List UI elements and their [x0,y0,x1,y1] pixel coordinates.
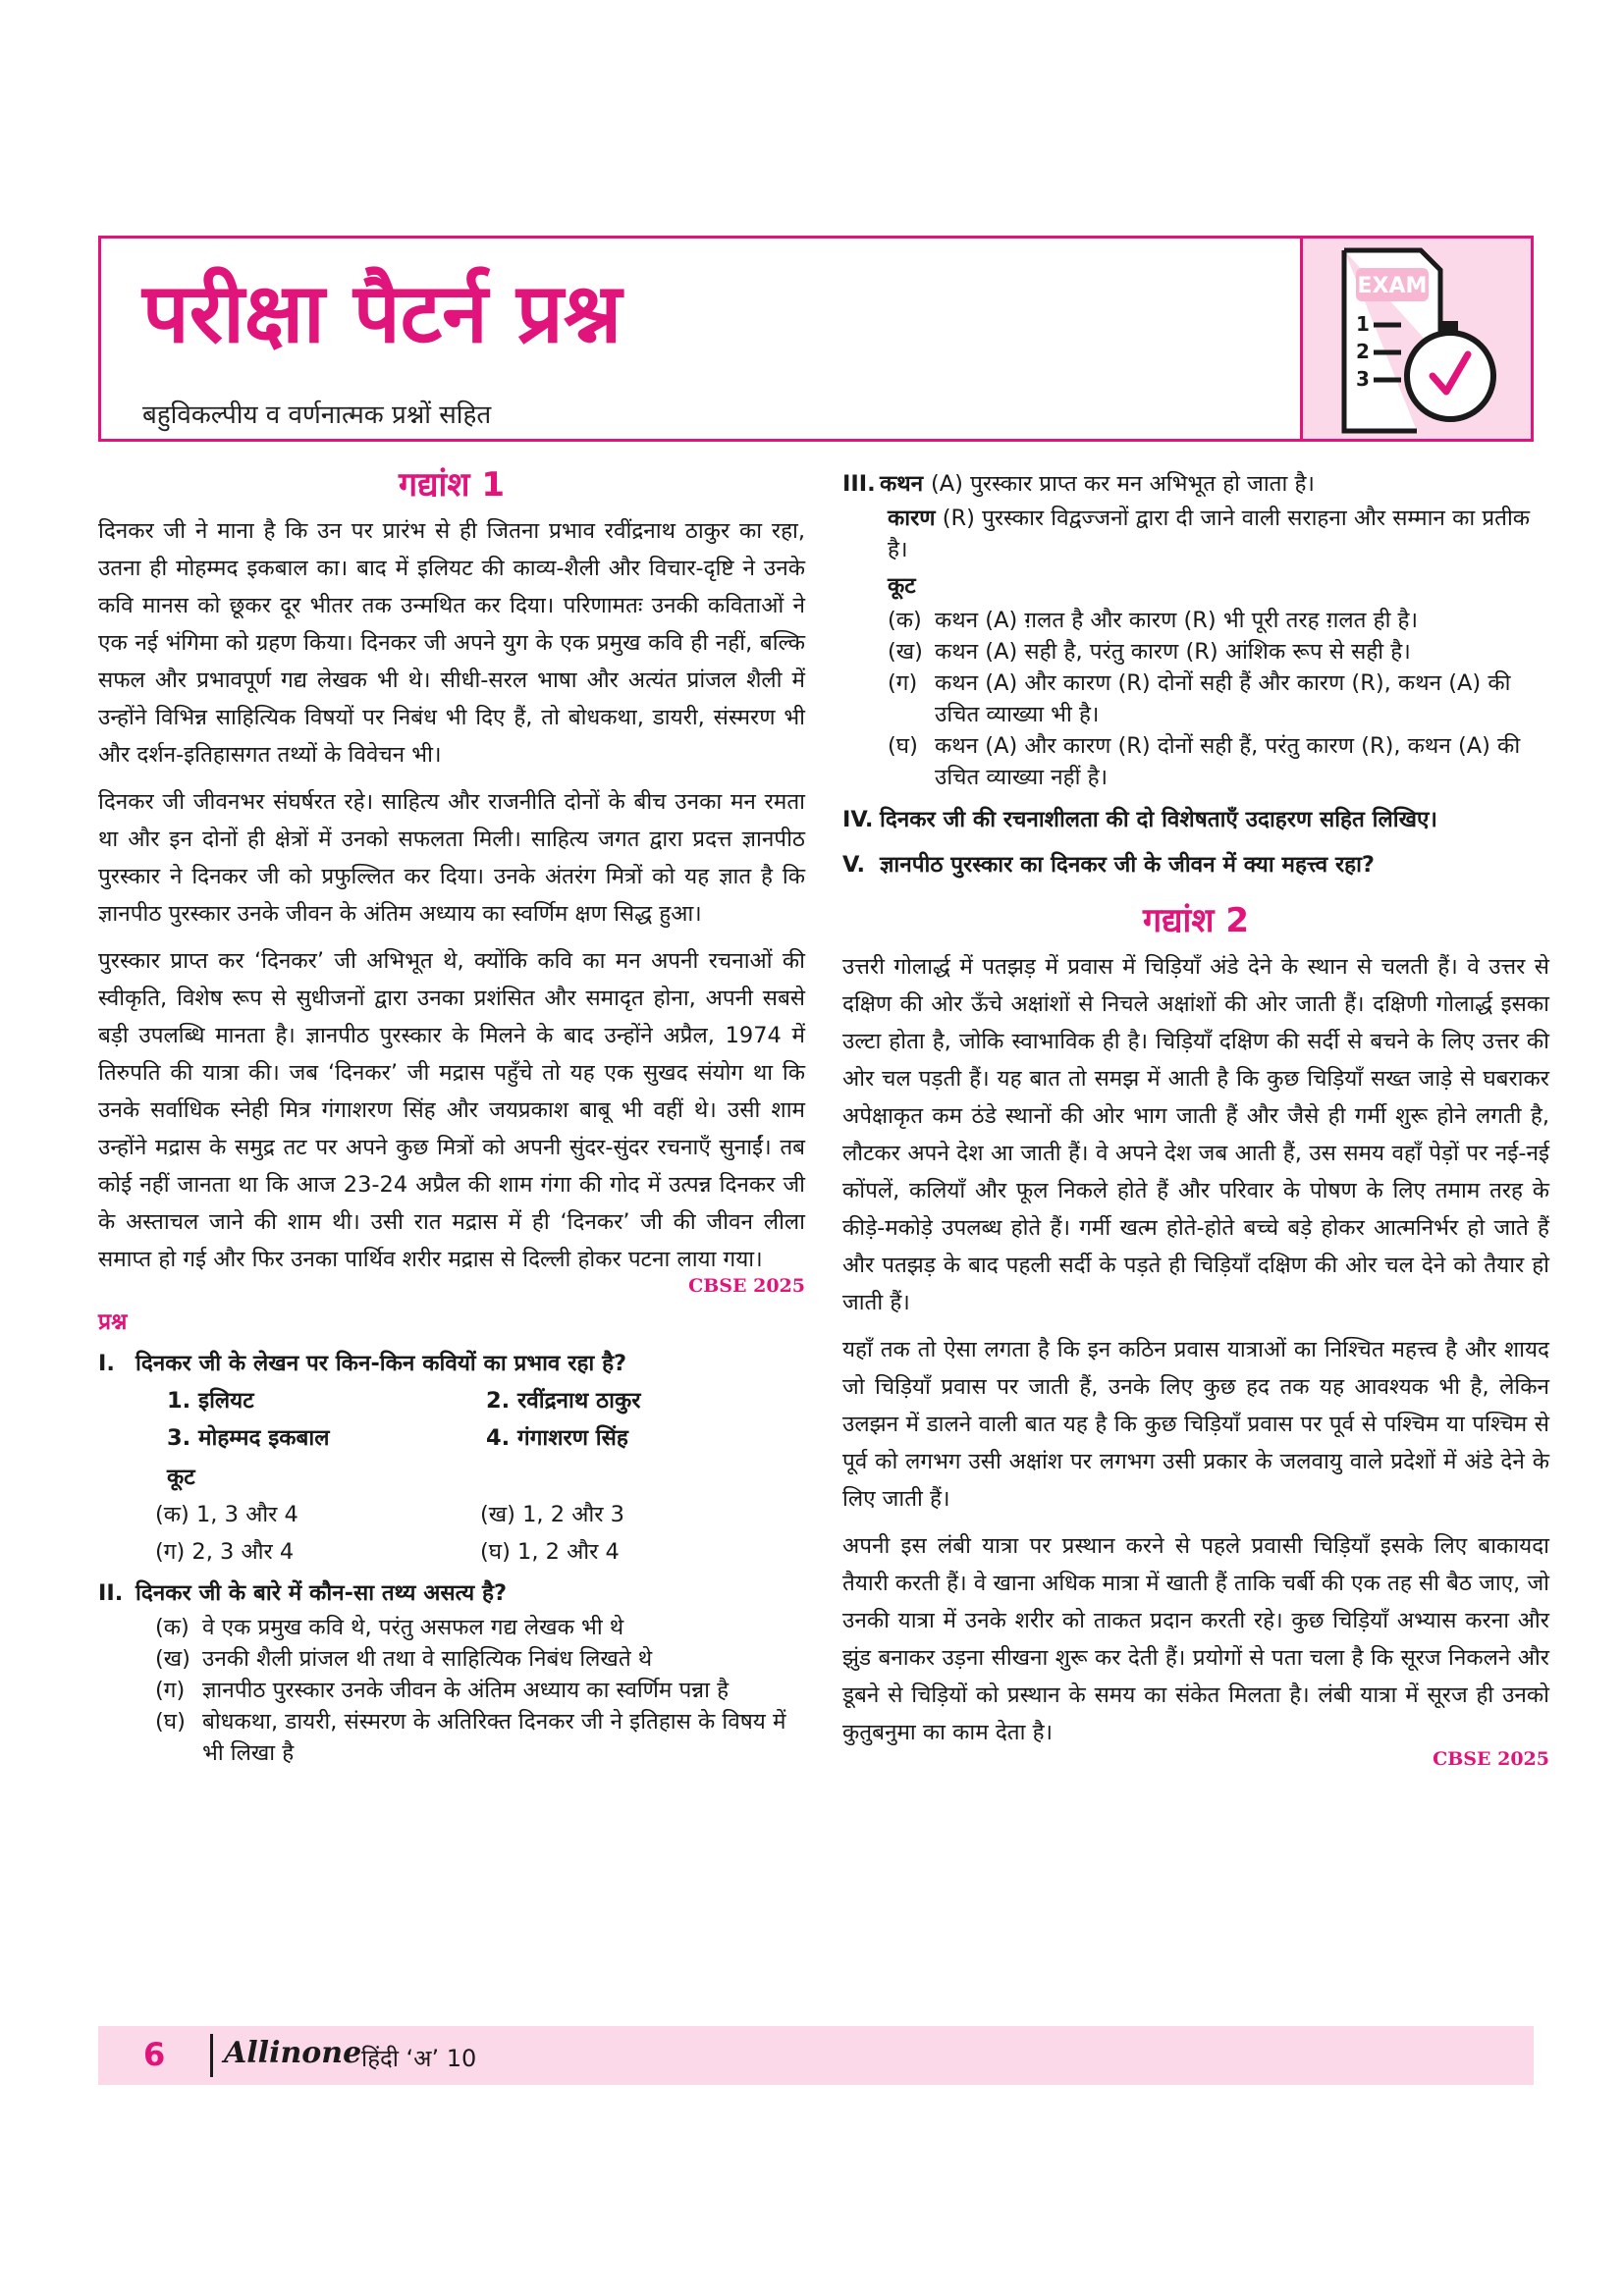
option-text: वे एक प्रमुख कवि थे, परंतु असफल गद्य लेखक भी थे [202,1615,624,1640]
option-label: (ख) [888,639,923,665]
option-text: कथन (A) ग़लत है और कारण (R) भी पूरी तरह ग़लत ही है। [935,608,1419,633]
code-heading: कूट [167,1465,195,1490]
answer-option [842,605,1549,636]
question-3 [842,465,1549,503]
answer-option [98,1675,805,1706]
passage-2-paragraph: उत्तरी गोलार्द्ध में पतझड़ में प्रवास में चिड़ियाँ अंडे देने के स्थान से चलती हैं। वे उत्तर से दक्षिण की ओर ऊँचे अक्षांशों से निचले अक्षांशों की ओर जाती हैं। दक्षिणी गोलार्द्ध इसका उल्टा होता है, जोकि स्वाभाविक ही है। चिड़ियाँ दक्षिण की सर्दी से बचने के लिए उत्तर की ओर चल पड़ती हैं। यह बात तो समझ में आती है कि कुछ चिड़ियाँ सख्त जाड़े से घबराकर अपेक्षाकृत कम ठंडे स्थानों की ओर भाग जाती हैं और जैसे ही गर्मी शुरू होने लगती है, लौटकर अपने देश आ जाती हैं। वे अपने देश जब आती हैं, उस समय वहाँ पेड़ों पर नई-नई कोंपलें, कलियाँ और फूल निकले होते हैं और परिवार के पोषण के लिए तमाम तरह के कीड़े-मकोड़े उपलब्ध होते हैं। गर्मी खत्म होते-होते बच्चे बड़े होकर आत्मनिर्भर हो जाते हैं और पतझड़ के बाद पहली सर्दी के पड़ते ही चिड़ियाँ दक्षिण की ओर चल देने को तैयार हो जाती हैं। [842,954,1549,1315]
list-item: 1. इलियट [167,1388,254,1414]
passage-2-title: गद्यांश 2 [1143,901,1249,940]
question-5 [842,846,1549,883]
answer-option [842,636,1549,667]
svg-text:2: 2 [1356,340,1370,363]
right-column [842,461,1549,1771]
answer-option: (घ) 1, 2 और 4 [480,1539,620,1565]
page-title: परीक्षा पैटर्न प्रश्न [142,265,622,361]
page-subtitle: बहुविकल्पीय व वर्णनात्मक प्रश्नों सहित [142,400,492,430]
question-2 [98,1575,805,1612]
option-text: ज्ञानपीठ पुरस्कार उनके जीवन के अंतिम अध्याय का स्वर्णिम पन्ना है [202,1678,730,1703]
answer-option [98,1643,805,1675]
answer-option [842,730,1549,793]
answer-option [98,1612,805,1643]
footer-divider [210,2034,213,2077]
question-text: ज्ञानपीठ पुरस्कार का दिनकर जी के जीवन में क्या महत्त्व रहा? [880,852,1375,878]
question-text: दिनकर जी के बारे में कौन-सा तथ्य असत्य है? [135,1580,508,1606]
exam-clipboard-icon [1303,239,1531,439]
reason-text: (R) पुरस्कार विद्वज्जनों द्वारा दी जाने वाली सराहना और सम्मान का प्रतीक है। [888,506,1531,562]
option-text: कथन (A) और कारण (R) दोनों सही हैं और कारण (R), कथन (A) की उचित व्याख्या भी है। [935,670,1511,727]
reason-statement [842,503,1549,565]
option-label: (ग) [888,670,918,696]
page-footer [98,2026,1534,2085]
option-text: कथन (A) और कारण (R) दोनों सही हैं, परंतु कारण (R), कथन (A) की उचित व्याख्या नहीं है। [935,733,1521,790]
svg-text:3: 3 [1356,367,1370,391]
answer-option: (ख) 1, 2 और 3 [480,1502,624,1527]
option-label: (क) [155,1615,189,1640]
option-label: (क) [888,608,922,633]
list-item: 3. मोहम्मद इकबाल [167,1425,330,1451]
exam-icon-box [1300,239,1531,439]
svg-text:EXAM: EXAM [1357,274,1428,298]
brand-logo: Allinone [224,2036,362,2070]
option-text: कथन (A) सही है, परंतु कारण (R) आंशिक रूप से सही है। [935,639,1411,665]
question-text: दिनकर जी के लेखन पर किन-किन कवियों का प्रभाव रहा है? [135,1351,627,1376]
reason-label: कारण [888,506,936,531]
passage-1-paragraph: दिनकर जी ने माना है कि उन पर प्रारंभ से ही जितना प्रभाव रवींद्रनाथ ठाकुर का रहा, उतना ही मोहम्मद इकबाल का। बाद में इलियट की काव्य-शैली और विचार-दृष्टि ने उनके कवि मानस को छूकर दूर भीतर तक उन्मथित कर दिया। परिणामतः उनकी कविताओं ने एक नई भंगिमा को ग्रहण किया। दिनकर जी अपने युग के एक प्रमुख कवि ही नहीं, बल्कि सफल और प्रभावपूर्ण गद्य लेखक भी थे। सीधी-सरल भाषा और अत्यंत प्रांजल शैली में उन्होंने विभिन्न साहित्यिक विषयों पर निबंध भी दिए हैं, तो बोधकथा, डायरी, संस्मरण भी और दर्शन-इतिहासगत तथ्यों के विवेचन भी। [98,518,805,768]
question-1-items [98,1382,805,1457]
question-number: III. [842,471,876,497]
answer-option [842,667,1549,730]
passage-1-title: गद्यांश 1 [399,465,505,505]
passage-1-paragraph: दिनकर जी जीवनभर संघर्षरत रहे। साहित्य और राजनीति दोनों के बीच उनका मन रमता था और इन दोनों ही क्षेत्रों में उनको सफलता मिली। साहित्य जगत द्वारा प्रदत्त ज्ञानपीठ पुरस्कार ने दिनकर जी को प्रफुल्लित कर दिया। उनके अंतरंग मित्रों को यह ज्ञात है कि ज्ञानपीठ पुरस्कार उनके जीवन के अंतिम अध्याय का स्वर्णिम क्षण सिद्ध हुआ। [98,789,805,927]
answer-option: (ग) 2, 3 और 4 [155,1539,295,1565]
question-1-codes [98,1496,805,1571]
option-label: (घ) [155,1709,186,1735]
answer-option [98,1706,805,1769]
list-item: 2. रवींद्रनाथ ठाकुर [486,1388,641,1414]
question-number: I. [98,1351,115,1376]
page-number: 6 [143,2036,166,2073]
assertion-label: कथन [880,471,924,497]
book-title: हिंदी ‘अ’ 10 [361,2045,477,2072]
source-tag: CBSE 2025 [1433,1748,1549,1770]
passage-2-paragraph: यहाँ तक तो ऐसा लगता है कि इन कठिन प्रवास यात्राओं का निश्चित महत्त्व है और शायद जो चिड़ियाँ प्रवास पर जाती हैं, उनके लिए कुछ हद तक यह आवश्यक भी है, लेकिन उलझन में डालने वाली बात यह है कि कुछ चिड़ियाँ प्रवास पर पूर्व से पश्चिम या पश्चिम से पूर्व को लगभग उसी अक्षांश पर लगभग उसी प्रकार के जलवायु वाले प्रदेशों में अंडे देने के लिए जाती हैं। [842,1337,1549,1512]
passage-1-paragraph: पुरस्कार प्राप्त कर ‘दिनकर’ जी अभिभूत थे, क्योंकि कवि का मन अपनी रचनाओं की स्वीकृति, विशेष रूप से सुधीजनों द्वारा उनका प्रशंसित और समादृत होना, अपनी सबसे बड़ी उपलब्धि मानता है। ज्ञानपीठ पुरस्कार के मिलने के बाद उन्होंने अप्रैल, 1974 में तिरुपति की यात्रा की। जब ‘दिनकर’ जी मद्रास पहुँचे तो यह एक सुखद संयोग था कि उनके सर्वाधिक स्नेही मित्र गंगाशरण सिंह और जयप्रकाश बाबू भी वहीं थे। उसी शाम उन्होंने मद्रास के समुद्र तट पर अपने कुछ मित्रों को अपनी सुंदर-सुंदर रचनाएँ सुनाईं। तब कोई नहीं जानता था कि आज 23-24 अप्रैल की शाम गंगा की गोद में उत्पन्न दिनकर जी के अस्ताचल जाने की शाम थी। उसी रात मद्रास में ही ‘दिनकर’ जी की जीवन लीला समाप्त हो गई और फिर उनका पार्थिव शरीर मद्रास से दिल्ली होकर पटना लाया गया। [98,948,805,1272]
option-label: (घ) [888,733,918,759]
question-number: IV. [842,807,874,832]
question-4 [842,801,1549,838]
assertion-text: (A) पुरस्कार प्राप्त कर मन अभिभूत हो जाता है। [931,471,1315,497]
option-text: बोधकथा, डायरी, संस्मरण के अतिरिक्त दिनकर जी ने इतिहास के विषय में भी लिखा है [202,1709,786,1766]
code-heading: कूट [888,573,916,599]
list-item: 4. गंगाशरण सिंह [486,1425,628,1451]
source-tag: CBSE 2025 [688,1275,805,1297]
questions-heading: प्रश्न [98,1309,128,1335]
option-label: (ग) [155,1678,186,1703]
question-1 [98,1345,805,1382]
svg-text:1: 1 [1356,312,1370,336]
page-header [98,236,1534,442]
left-column [98,461,805,1769]
option-label: (ख) [155,1646,190,1672]
question-number: V. [842,852,866,878]
passage-2-paragraph: अपनी इस लंबी यात्रा पर प्रस्थान करने से पहले प्रवासी चिड़ियाँ इसके लिए बाकायदा तैयारी करती हैं। वे खाना अधिक मात्रा में खाती हैं ताकि चर्बी की एक तह सी बैठ जाए, जो उनकी यात्रा में उनके शरीर को ताकत प्रदान करती रहे। कुछ चिड़ियाँ अभ्यास करना और झुंड बनाकर उड़ना सीखना शुरू कर देती हैं। प्रयोगों से पता चला है कि सूरज निकलने और डूबने से चिड़ियों को प्रस्थान के समय का संकेत मिलता है। लंबी यात्रा में सूरज ही उनको कुतुबनुमा का काम देता है। [842,1533,1550,1745]
option-text: उनकी शैली प्रांजल थी तथा वे साहित्यिक निबंध लिखते थे [202,1646,653,1672]
question-text: दिनकर जी की रचनाशीलता की दो विशेषताएँ उदाहरण सहित लिखिए। [880,807,1437,832]
answer-option: (क) 1, 3 और 4 [155,1502,298,1527]
question-number: II. [98,1580,124,1606]
